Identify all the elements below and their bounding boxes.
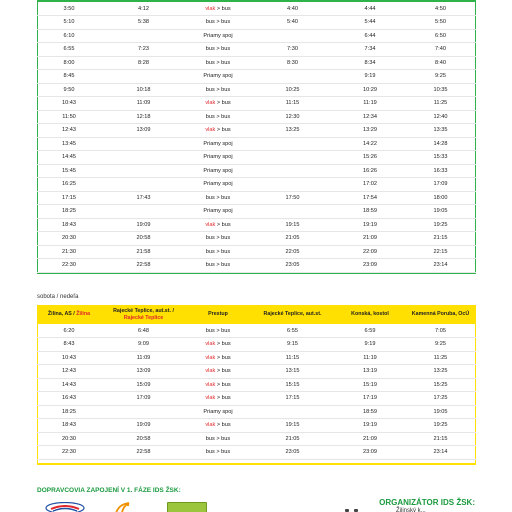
time-cell: 7:34 <box>335 43 405 57</box>
time-cell: 11:19 <box>335 97 405 111</box>
table-row <box>37 70 476 84</box>
time-cell: 14:45 <box>37 151 101 165</box>
time-cell: 19:19 <box>335 218 405 232</box>
time-cell: 23:09 <box>335 446 405 460</box>
time-cell: 9:09 <box>101 338 186 352</box>
transfer-suffix: > bus <box>215 395 231 402</box>
time-cell: 7:40 <box>405 43 476 57</box>
table-row <box>37 324 476 338</box>
sad-logo <box>45 502 85 512</box>
time-cell: 14:28 <box>405 137 476 151</box>
train-label: vlak <box>205 100 216 107</box>
table-row <box>37 351 476 365</box>
transfer-cell: bus > bus <box>186 232 250 246</box>
time-cell <box>250 70 335 84</box>
train-label: vlak <box>205 341 216 348</box>
table-row <box>37 151 476 165</box>
time-cell: 4:44 <box>335 2 405 16</box>
time-cell: 18:25 <box>37 405 101 419</box>
time-cell: 15:26 <box>335 151 405 165</box>
time-cell: 15:15 <box>250 378 335 392</box>
train-label: vlak <box>205 422 216 429</box>
time-cell: 22:58 <box>101 259 186 273</box>
time-cell: 13:09 <box>101 365 186 379</box>
time-cell: 7:23 <box>101 43 186 57</box>
time-cell: 22:15 <box>405 245 476 259</box>
time-cell: 19:15 <box>250 419 335 433</box>
header-transfer: Prestup <box>208 311 228 318</box>
time-cell: 17:54 <box>335 191 405 205</box>
time-cell: 11:09 <box>101 351 186 365</box>
transfer-suffix: > bus <box>215 354 231 361</box>
time-cell: 23:09 <box>335 259 405 273</box>
time-cell: 10:25 <box>250 83 335 97</box>
transfer-cell <box>186 338 250 352</box>
table-row <box>37 446 476 460</box>
transfer-cell: Priamy spoj <box>186 29 250 43</box>
organizer-name: Žilinský k... <box>396 508 426 512</box>
train-label: vlak <box>205 5 216 12</box>
time-cell: 21:15 <box>405 432 476 446</box>
transfer-cell: bus > bus <box>186 43 250 57</box>
time-cell: 18:43 <box>37 218 101 232</box>
transfer-suffix: > bus <box>215 221 231 228</box>
table-row <box>37 405 476 419</box>
time-cell: 20:58 <box>101 232 186 246</box>
transfer-cell: Priamy spoj <box>186 178 250 192</box>
transfer-cell: bus > bus <box>186 446 250 460</box>
time-cell: 19:19 <box>335 419 405 433</box>
time-cell: 22:58 <box>101 446 186 460</box>
time-cell: 15:25 <box>405 378 476 392</box>
time-cell: 7:05 <box>405 324 476 338</box>
transfer-cell: Priamy spoj <box>186 70 250 84</box>
table-row <box>37 338 476 352</box>
transfer-cell: bus > bus <box>186 56 250 70</box>
transfer-cell: bus > bus <box>186 191 250 205</box>
time-cell: 6:59 <box>335 324 405 338</box>
time-cell: 13:45 <box>37 137 101 151</box>
time-cell: 22:05 <box>250 245 335 259</box>
carriers-title: DOPRAVCOVIA ZAPOJENÍ V 1. FÁZE IDS ŽSK: <box>37 487 181 494</box>
table-row <box>37 432 476 446</box>
time-cell: 21:05 <box>250 232 335 246</box>
time-cell: 13:25 <box>250 124 335 138</box>
train-label: vlak <box>205 368 216 375</box>
table-row <box>37 218 476 232</box>
time-cell: 9:19 <box>335 70 405 84</box>
time-cell: 6:20 <box>37 324 101 338</box>
header-zilina: Žilina, AS / Žilina <box>47 311 91 318</box>
time-cell: 9:25 <box>405 338 476 352</box>
time-cell: 8:45 <box>37 70 101 84</box>
transfer-cell: Priamy spoj <box>186 405 250 419</box>
weekend-section-title: sobota / nedeľa <box>37 294 79 300</box>
transfer-cell <box>186 392 250 406</box>
time-cell: 18:25 <box>37 205 101 219</box>
train-label: vlak <box>205 127 216 134</box>
time-cell: 10:35 <box>405 83 476 97</box>
time-cell <box>101 164 186 178</box>
time-cell: 8:30 <box>250 56 335 70</box>
time-cell: 20:30 <box>37 232 101 246</box>
time-cell: 9:19 <box>335 338 405 352</box>
table-row <box>37 2 476 16</box>
time-cell: 13:29 <box>335 124 405 138</box>
weekend-timetable <box>37 324 476 460</box>
time-cell: 21:05 <box>250 432 335 446</box>
time-cell: 12:30 <box>250 110 335 124</box>
time-cell: 5:44 <box>335 16 405 30</box>
time-cell: 15:33 <box>405 151 476 165</box>
time-cell: 13:09 <box>101 124 186 138</box>
time-cell: 6:50 <box>405 29 476 43</box>
time-cell: 21:09 <box>335 232 405 246</box>
time-cell <box>250 178 335 192</box>
time-cell: 19:25 <box>405 419 476 433</box>
time-cell: 12:43 <box>37 124 101 138</box>
time-cell: 15:09 <box>101 378 186 392</box>
table-row <box>37 164 476 178</box>
transfer-cell <box>186 365 250 379</box>
time-cell: 11:25 <box>405 97 476 111</box>
time-cell: 23:14 <box>405 259 476 273</box>
transfer-cell: bus > bus <box>186 324 250 338</box>
train-label: vlak <box>205 381 216 388</box>
time-cell <box>101 70 186 84</box>
table-row <box>37 29 476 43</box>
time-cell: 13:15 <box>250 365 335 379</box>
time-cell: 12:40 <box>405 110 476 124</box>
time-cell: 6:55 <box>37 43 101 57</box>
time-cell: 10:43 <box>37 97 101 111</box>
time-cell: 21:30 <box>37 245 101 259</box>
time-cell: 20:58 <box>101 432 186 446</box>
time-cell: 19:25 <box>405 218 476 232</box>
time-cell: 17:09 <box>405 178 476 192</box>
header-konska: Konská, kostol <box>351 311 389 318</box>
transfer-suffix: > bus <box>215 381 231 388</box>
transfer-suffix: > bus <box>215 127 231 134</box>
time-cell: 19:05 <box>405 205 476 219</box>
time-cell: 16:33 <box>405 164 476 178</box>
transfer-cell: bus > bus <box>186 16 250 30</box>
time-cell: 12:18 <box>101 110 186 124</box>
transfer-suffix: > bus <box>215 5 231 12</box>
time-cell: 13:19 <box>335 365 405 379</box>
transfer-cell: bus > bus <box>186 432 250 446</box>
time-cell: 8:00 <box>37 56 101 70</box>
time-cell: 23:05 <box>250 446 335 460</box>
time-cell: 11:09 <box>101 97 186 111</box>
table-row <box>37 124 476 138</box>
train-label: vlak <box>205 395 216 402</box>
time-cell <box>250 151 335 165</box>
time-cell: 10:18 <box>101 83 186 97</box>
transfer-cell <box>186 218 250 232</box>
table-row <box>37 419 476 433</box>
time-cell: 8:40 <box>405 56 476 70</box>
transfer-cell <box>186 419 250 433</box>
transfer-cell: bus > bus <box>186 259 250 273</box>
time-cell: 19:15 <box>250 218 335 232</box>
transfer-cell: Priamy spoj <box>186 205 250 219</box>
table-row <box>37 43 476 57</box>
table-row <box>37 245 476 259</box>
time-cell: 3:50 <box>37 2 101 16</box>
table-row <box>37 232 476 246</box>
time-cell: 6:44 <box>335 29 405 43</box>
time-cell: 11:19 <box>335 351 405 365</box>
time-cell: 16:43 <box>37 392 101 406</box>
time-cell: 11:25 <box>405 351 476 365</box>
transfer-suffix: > bus <box>215 341 231 348</box>
time-cell: 12:34 <box>335 110 405 124</box>
transfer-cell <box>186 97 250 111</box>
table-row <box>37 392 476 406</box>
time-cell <box>250 29 335 43</box>
transfer-cell: Priamy spoj <box>186 151 250 165</box>
time-cell: 19:05 <box>405 405 476 419</box>
time-cell: 17:25 <box>405 392 476 406</box>
time-cell: 11:15 <box>250 97 335 111</box>
time-cell: 17:19 <box>335 392 405 406</box>
time-cell <box>250 205 335 219</box>
time-cell: 9:50 <box>37 83 101 97</box>
table-row <box>37 178 476 192</box>
weekend-table-header <box>37 305 476 324</box>
time-cell: 9:25 <box>405 70 476 84</box>
time-cell: 18:00 <box>405 191 476 205</box>
table-row <box>37 365 476 379</box>
time-cell: 18:43 <box>37 419 101 433</box>
time-cell: 4:12 <box>101 2 186 16</box>
green-badge-logo <box>167 502 207 512</box>
transfer-cell: Priamy spoj <box>186 137 250 151</box>
table-row <box>37 205 476 219</box>
weekday-timetable <box>37 2 476 273</box>
transfer-suffix: > bus <box>215 368 231 375</box>
time-cell: 5:10 <box>37 16 101 30</box>
time-cell: 18:59 <box>335 205 405 219</box>
time-cell: 17:02 <box>335 178 405 192</box>
time-cell: 17:50 <box>250 191 335 205</box>
time-cell <box>101 205 186 219</box>
organizer-title: ORGANIZÁTOR IDS ŽSK: <box>379 498 475 507</box>
time-cell: 20:30 <box>37 432 101 446</box>
time-cell: 9:15 <box>250 338 335 352</box>
header-kamenna-poruba: Kamenná Poruba, OcÚ <box>411 311 470 318</box>
time-cell: 17:09 <box>101 392 186 406</box>
transfer-cell <box>186 2 250 16</box>
table-row <box>37 110 476 124</box>
transfer-cell <box>186 378 250 392</box>
transfer-cell: bus > bus <box>186 245 250 259</box>
time-cell: 7:30 <box>250 43 335 57</box>
time-cell: 6:10 <box>37 29 101 43</box>
train-label: vlak <box>205 221 216 228</box>
time-cell: 11:50 <box>37 110 101 124</box>
time-cell: 8:43 <box>37 338 101 352</box>
time-cell: 13:35 <box>405 124 476 138</box>
transfer-suffix: > bus <box>215 422 231 429</box>
time-cell: 23:14 <box>405 446 476 460</box>
transfer-suffix: > bus <box>215 100 231 107</box>
time-cell: 10:29 <box>335 83 405 97</box>
table-row <box>37 137 476 151</box>
time-cell: 16:25 <box>37 178 101 192</box>
header-rajecke-teplice-departure: Rajecké Teplice, aut.st. <box>263 311 322 318</box>
time-cell: 13:25 <box>405 365 476 379</box>
time-cell <box>101 151 186 165</box>
time-cell: 23:05 <box>250 259 335 273</box>
time-cell <box>101 29 186 43</box>
time-cell <box>250 164 335 178</box>
table-row <box>37 378 476 392</box>
transfer-cell <box>186 351 250 365</box>
time-cell: 22:09 <box>335 245 405 259</box>
time-cell: 16:26 <box>335 164 405 178</box>
time-cell: 4:50 <box>405 2 476 16</box>
time-cell <box>101 137 186 151</box>
table-row <box>37 83 476 97</box>
time-cell: 21:15 <box>405 232 476 246</box>
transfer-cell: Priamy spoj <box>186 164 250 178</box>
train-label: vlak <box>205 354 216 361</box>
transfer-cell: bus > bus <box>186 83 250 97</box>
time-cell: 17:15 <box>250 392 335 406</box>
time-cell: 17:43 <box>101 191 186 205</box>
time-cell: 15:45 <box>37 164 101 178</box>
time-cell: 21:09 <box>335 432 405 446</box>
table-row <box>37 16 476 30</box>
time-cell: 6:48 <box>101 324 186 338</box>
table-row <box>37 97 476 111</box>
time-cell: 11:15 <box>250 351 335 365</box>
time-cell: 14:22 <box>335 137 405 151</box>
time-cell: 22:30 <box>37 259 101 273</box>
time-cell: 21:58 <box>101 245 186 259</box>
time-cell: 12:43 <box>37 365 101 379</box>
time-cell: 22:30 <box>37 446 101 460</box>
time-cell: 14:43 <box>37 378 101 392</box>
time-cell <box>101 405 186 419</box>
time-cell: 5:50 <box>405 16 476 30</box>
time-cell: 19:09 <box>101 419 186 433</box>
header-rajecke-teplice-arrival: Rajecké Teplice, aut.st. / Rajecké Teplice <box>113 308 174 321</box>
transfer-cell <box>186 124 250 138</box>
time-cell <box>101 178 186 192</box>
time-cell: 8:28 <box>101 56 186 70</box>
table-row <box>37 191 476 205</box>
time-cell: 19:09 <box>101 218 186 232</box>
time-cell: 18:59 <box>335 405 405 419</box>
time-cell: 6:55 <box>250 324 335 338</box>
transfer-cell: bus > bus <box>186 110 250 124</box>
time-cell: 5:40 <box>250 16 335 30</box>
time-cell <box>250 137 335 151</box>
table-row <box>37 56 476 70</box>
time-cell: 5:38 <box>101 16 186 30</box>
time-cell: 15:19 <box>335 378 405 392</box>
time-cell: 8:34 <box>335 56 405 70</box>
table-row <box>37 259 476 273</box>
time-cell: 4:40 <box>250 2 335 16</box>
time-cell: 17:15 <box>37 191 101 205</box>
time-cell: 10:43 <box>37 351 101 365</box>
time-cell <box>250 405 335 419</box>
bird-logo <box>113 502 133 512</box>
